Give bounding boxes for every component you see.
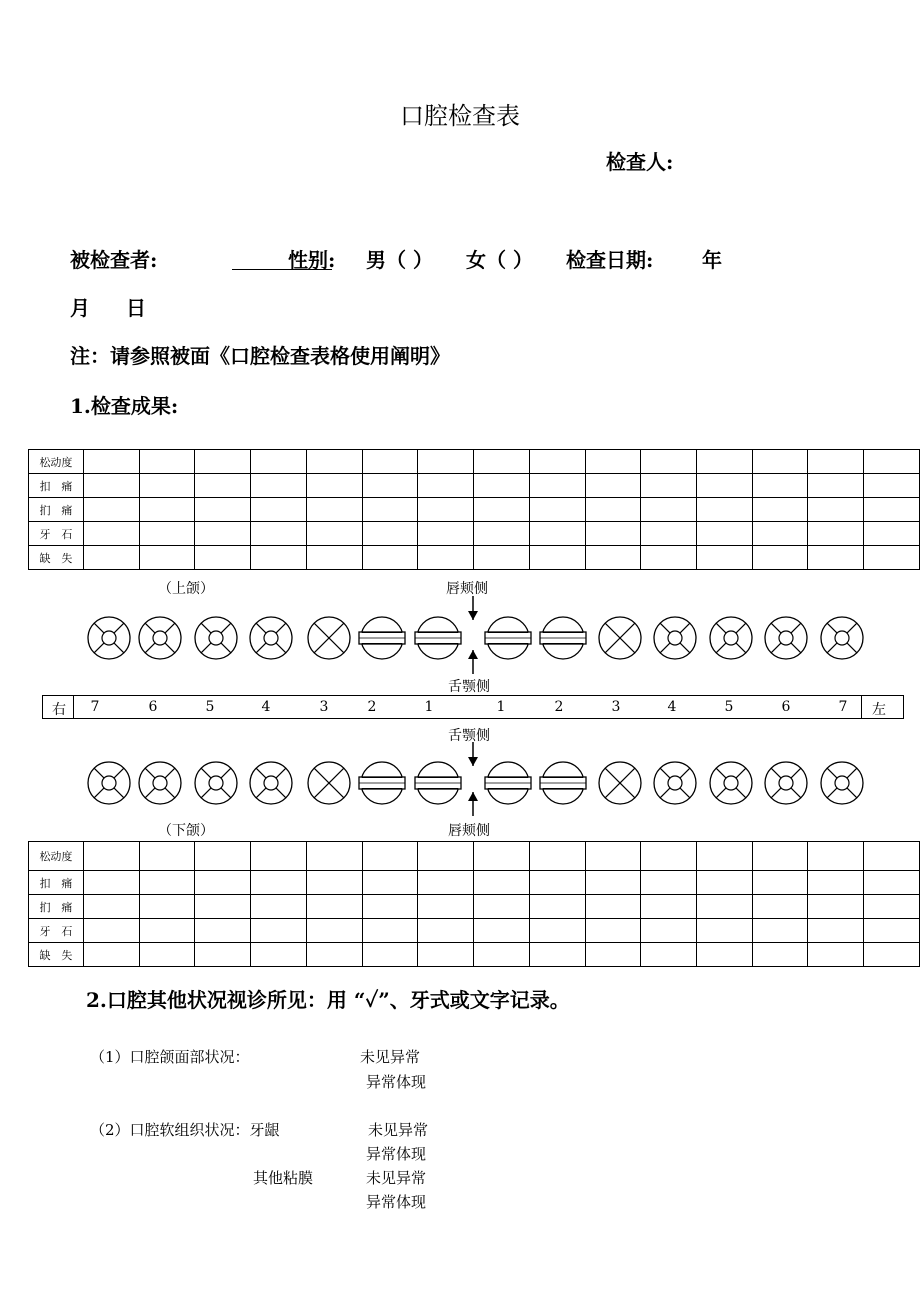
- exam-cell[interactable]: [585, 871, 641, 895]
- exam-cell[interactable]: [418, 895, 474, 919]
- upper-jaw-label: （上颌）: [158, 581, 214, 597]
- exam-cell[interactable]: [808, 919, 864, 943]
- exam-cell[interactable]: [752, 919, 808, 943]
- exam-cell[interactable]: [251, 871, 307, 895]
- canine-tooth-symbol[interactable]: [599, 617, 641, 659]
- exam-cell[interactable]: [83, 522, 139, 546]
- tooth-number: 6: [148, 699, 158, 715]
- right-side-label: 右: [52, 702, 66, 718]
- exam-row: [29, 450, 920, 474]
- exam-cell[interactable]: [306, 871, 362, 895]
- exam-cell[interactable]: [585, 498, 641, 522]
- exam-row-label: 缺 失: [29, 546, 84, 570]
- tooth-number: 2: [554, 699, 564, 715]
- exam-cell[interactable]: [585, 450, 641, 474]
- upper-lingual-label: 舌颚侧: [448, 679, 490, 695]
- exam-cell[interactable]: [808, 895, 864, 919]
- exam-cell[interactable]: [529, 919, 585, 943]
- exam-row: [29, 871, 920, 895]
- exam-cell[interactable]: [362, 943, 418, 967]
- exam-cell[interactable]: [696, 450, 752, 474]
- subject-name-label: 被检查者:: [70, 248, 158, 272]
- exam-cell[interactable]: [752, 871, 808, 895]
- exam-cell[interactable]: [418, 546, 474, 570]
- exam-row-label: 松动度: [29, 842, 84, 871]
- exam-cell[interactable]: [752, 498, 808, 522]
- exam-cell[interactable]: [529, 842, 585, 871]
- gender-female-option[interactable]: 女（ ）: [466, 248, 533, 272]
- exam-cell[interactable]: [696, 842, 752, 871]
- exam-cell[interactable]: [83, 895, 139, 919]
- exam-cell[interactable]: [251, 474, 307, 498]
- molar-tooth-symbol[interactable]: [710, 762, 752, 804]
- exam-cell[interactable]: [362, 895, 418, 919]
- exam-row: [29, 522, 920, 546]
- exam-cell[interactable]: [251, 498, 307, 522]
- tooth-number-bar: [42, 695, 904, 719]
- exam-row: [29, 546, 920, 570]
- exam-cell[interactable]: [139, 871, 195, 895]
- tooth-number: 3: [611, 699, 621, 715]
- molar-tooth-symbol[interactable]: [765, 762, 807, 804]
- exam-cell[interactable]: [306, 943, 362, 967]
- exam-cell[interactable]: [864, 842, 920, 871]
- exam-cell[interactable]: [474, 546, 530, 570]
- exam-cell[interactable]: [139, 498, 195, 522]
- exam-cell[interactable]: [864, 474, 920, 498]
- lower-labial-label: 唇颊侧: [448, 823, 490, 839]
- tooth-number: 7: [838, 699, 848, 715]
- exam-cell[interactable]: [696, 895, 752, 919]
- exam-cell[interactable]: [418, 919, 474, 943]
- exam-cell[interactable]: [696, 522, 752, 546]
- exam-cell[interactable]: [808, 450, 864, 474]
- exam-cell[interactable]: [641, 842, 697, 871]
- exam-cell[interactable]: [362, 522, 418, 546]
- exam-cell[interactable]: [752, 842, 808, 871]
- exam-cell[interactable]: [139, 546, 195, 570]
- exam-cell[interactable]: [808, 842, 864, 871]
- exam-cell[interactable]: [864, 871, 920, 895]
- upper-teeth-chart: [0, 613, 920, 663]
- exam-cell[interactable]: [641, 450, 697, 474]
- gum-normal-option[interactable]: 未见异常: [368, 1121, 429, 1139]
- exam-cell[interactable]: [362, 871, 418, 895]
- exam-cell[interactable]: [529, 498, 585, 522]
- incisor-tooth-symbol[interactable]: [359, 762, 405, 804]
- exam-cell[interactable]: [83, 498, 139, 522]
- canine-tooth-symbol[interactable]: [308, 617, 350, 659]
- molar-tooth-symbol[interactable]: [139, 762, 181, 804]
- page-title: 口腔检查表: [400, 102, 520, 130]
- exam-cell[interactable]: [83, 943, 139, 967]
- exam-cell[interactable]: [808, 522, 864, 546]
- exam-cell[interactable]: [696, 546, 752, 570]
- date-year-label: 年: [702, 248, 722, 272]
- exam-cell[interactable]: [641, 919, 697, 943]
- canine-tooth-symbol[interactable]: [599, 762, 641, 804]
- molar-tooth-symbol[interactable]: [88, 617, 130, 659]
- date-day-label: 日: [126, 296, 146, 320]
- exam-cell[interactable]: [864, 450, 920, 474]
- exam-cell[interactable]: [474, 919, 530, 943]
- exam-cell[interactable]: [139, 450, 195, 474]
- exam-cell[interactable]: [641, 522, 697, 546]
- exam-cell[interactable]: [362, 474, 418, 498]
- exam-cell[interactable]: [362, 498, 418, 522]
- exam-cell[interactable]: [585, 919, 641, 943]
- exam-cell[interactable]: [808, 474, 864, 498]
- molar-tooth-symbol[interactable]: [821, 617, 863, 659]
- exam-cell[interactable]: [139, 474, 195, 498]
- face-status-label: （1）口腔颌面部状况：: [90, 1048, 250, 1066]
- exam-cell[interactable]: [529, 943, 585, 967]
- tooth-number: 5: [724, 699, 734, 715]
- exam-cell[interactable]: [864, 895, 920, 919]
- exam-cell[interactable]: [418, 871, 474, 895]
- molar-tooth-symbol[interactable]: [88, 762, 130, 804]
- exam-row: [29, 842, 920, 871]
- tooth-number: 4: [667, 699, 677, 715]
- exam-cell[interactable]: [83, 919, 139, 943]
- incisor-tooth-symbol[interactable]: [415, 762, 461, 804]
- upper-exam-table: [28, 449, 920, 570]
- exam-row-label: 扪 痛: [29, 895, 84, 919]
- exam-cell[interactable]: [641, 943, 697, 967]
- exam-cell[interactable]: [139, 842, 195, 871]
- exam-cell[interactable]: [306, 474, 362, 498]
- exam-cell[interactable]: [195, 919, 251, 943]
- exam-cell[interactable]: [306, 522, 362, 546]
- mucosa-abnormal-option[interactable]: 异常体现: [366, 1193, 427, 1211]
- exam-cell[interactable]: [195, 895, 251, 919]
- exam-row-label: 牙 石: [29, 919, 84, 943]
- exam-row-label: 扪 痛: [29, 498, 84, 522]
- incisor-tooth-symbol[interactable]: [485, 617, 531, 659]
- molar-tooth-symbol[interactable]: [250, 762, 292, 804]
- exam-cell[interactable]: [474, 522, 530, 546]
- section2-title: 2.口腔其他状况视诊所见：用 “✓”、牙式或文字记录。: [86, 988, 570, 1012]
- exam-row-label: 松动度: [29, 450, 84, 474]
- tooth-number: 2: [367, 699, 377, 715]
- exam-cell[interactable]: [752, 943, 808, 967]
- exam-row-label: 牙 石: [29, 522, 84, 546]
- exam-cell[interactable]: [418, 943, 474, 967]
- gum-status-label: （2）口腔软组织状况：牙龈: [90, 1121, 280, 1139]
- exam-cell[interactable]: [474, 474, 530, 498]
- exam-cell[interactable]: [251, 943, 307, 967]
- molar-tooth-symbol[interactable]: [195, 762, 237, 804]
- incisor-tooth-symbol[interactable]: [359, 617, 405, 659]
- exam-cell[interactable]: [474, 498, 530, 522]
- exam-cell[interactable]: [306, 842, 362, 871]
- exam-row-label: 扣 痛: [29, 871, 84, 895]
- exam-cell[interactable]: [195, 546, 251, 570]
- exam-row: [29, 895, 920, 919]
- exam-cell[interactable]: [752, 450, 808, 474]
- tooth-number: 6: [781, 699, 791, 715]
- lower-jaw-label: （下颌）: [158, 823, 214, 839]
- exam-cell[interactable]: [474, 871, 530, 895]
- tooth-number: 4: [261, 699, 271, 715]
- exam-cell[interactable]: [752, 522, 808, 546]
- exam-row-label: 缺 失: [29, 943, 84, 967]
- exam-cell[interactable]: [418, 498, 474, 522]
- molar-tooth-symbol[interactable]: [821, 762, 863, 804]
- incisor-tooth-symbol[interactable]: [540, 617, 586, 659]
- exam-cell[interactable]: [195, 943, 251, 967]
- exam-cell[interactable]: [251, 450, 307, 474]
- exam-cell[interactable]: [641, 498, 697, 522]
- exam-cell[interactable]: [251, 895, 307, 919]
- exam-cell[interactable]: [306, 498, 362, 522]
- divider: [73, 696, 74, 718]
- exam-cell[interactable]: [808, 546, 864, 570]
- exam-row: [29, 943, 920, 967]
- exam-cell[interactable]: [529, 895, 585, 919]
- exam-cell[interactable]: [474, 895, 530, 919]
- exam-cell[interactable]: [864, 522, 920, 546]
- molar-tooth-symbol[interactable]: [195, 617, 237, 659]
- tooth-number: 1: [496, 699, 506, 715]
- exam-row: [29, 498, 920, 522]
- exam-cell[interactable]: [195, 871, 251, 895]
- exam-cell[interactable]: [251, 919, 307, 943]
- exam-cell[interactable]: [864, 943, 920, 967]
- exam-cell[interactable]: [139, 943, 195, 967]
- section1-title: 1.检查成果:: [70, 394, 179, 418]
- exam-cell[interactable]: [83, 474, 139, 498]
- mucosa-status-label: 其他粘膜: [253, 1169, 314, 1187]
- exam-cell[interactable]: [418, 450, 474, 474]
- date-month-label: 月: [70, 296, 90, 320]
- lower-teeth-chart: [0, 758, 920, 808]
- exam-cell[interactable]: [474, 450, 530, 474]
- exam-cell[interactable]: [529, 474, 585, 498]
- incisor-tooth-symbol[interactable]: [485, 762, 531, 804]
- exam-cell[interactable]: [418, 474, 474, 498]
- exam-cell[interactable]: [752, 546, 808, 570]
- upper-labial-label: 唇颊侧: [446, 581, 488, 597]
- exam-cell[interactable]: [585, 546, 641, 570]
- exam-cell[interactable]: [529, 522, 585, 546]
- exam-cell[interactable]: [474, 842, 530, 871]
- exam-cell[interactable]: [83, 842, 139, 871]
- exam-cell[interactable]: [696, 871, 752, 895]
- gender-label: 性别:: [288, 248, 336, 272]
- lower-lingual-label: 舌颚侧: [448, 728, 490, 744]
- exam-cell[interactable]: [808, 871, 864, 895]
- exam-cell[interactable]: [251, 522, 307, 546]
- exam-cell[interactable]: [696, 943, 752, 967]
- exam-cell[interactable]: [418, 842, 474, 871]
- exam-cell[interactable]: [251, 842, 307, 871]
- exam-cell[interactable]: [362, 919, 418, 943]
- exam-cell[interactable]: [83, 871, 139, 895]
- exam-cell[interactable]: [83, 450, 139, 474]
- exam-row: [29, 919, 920, 943]
- molar-tooth-symbol[interactable]: [765, 617, 807, 659]
- exam-cell[interactable]: [585, 474, 641, 498]
- usage-note: 注：请参照被面《口腔检查表格使用阐明》: [70, 344, 450, 368]
- exam-cell[interactable]: [585, 943, 641, 967]
- left-side-label: 左: [872, 702, 886, 718]
- exam-cell[interactable]: [529, 546, 585, 570]
- gum-abnormal-option[interactable]: 异常体现: [366, 1145, 427, 1163]
- exam-cell[interactable]: [195, 842, 251, 871]
- exam-cell[interactable]: [362, 546, 418, 570]
- exam-cell[interactable]: [641, 546, 697, 570]
- exam-cell[interactable]: [139, 895, 195, 919]
- exam-cell[interactable]: [362, 450, 418, 474]
- exam-cell[interactable]: [195, 474, 251, 498]
- exam-cell[interactable]: [529, 871, 585, 895]
- exam-cell[interactable]: [306, 895, 362, 919]
- face-abnormal-option[interactable]: 异常体现: [366, 1073, 427, 1091]
- exam-cell[interactable]: [864, 498, 920, 522]
- exam-cell[interactable]: [752, 895, 808, 919]
- exam-cell[interactable]: [585, 842, 641, 871]
- divider: [861, 696, 862, 718]
- face-normal-option[interactable]: 未见异常: [360, 1048, 421, 1066]
- exam-cell[interactable]: [251, 546, 307, 570]
- molar-tooth-symbol[interactable]: [139, 617, 181, 659]
- molar-tooth-symbol[interactable]: [710, 617, 752, 659]
- lower-exam-table: [28, 841, 920, 967]
- tooth-number: 3: [319, 699, 329, 715]
- incisor-tooth-symbol[interactable]: [540, 762, 586, 804]
- incisor-tooth-symbol[interactable]: [415, 617, 461, 659]
- exam-cell[interactable]: [641, 895, 697, 919]
- molar-tooth-symbol[interactable]: [654, 617, 696, 659]
- molar-tooth-symbol[interactable]: [250, 617, 292, 659]
- tooth-number: 1: [424, 699, 434, 715]
- exam-cell[interactable]: [641, 871, 697, 895]
- exam-cell[interactable]: [696, 498, 752, 522]
- tooth-number: 5: [205, 699, 215, 715]
- exam-cell[interactable]: [529, 450, 585, 474]
- gender-male-option[interactable]: 男（ ）: [366, 248, 433, 272]
- exam-cell[interactable]: [808, 498, 864, 522]
- exam-cell[interactable]: [585, 522, 641, 546]
- exam-cell[interactable]: [418, 522, 474, 546]
- exam-cell[interactable]: [306, 450, 362, 474]
- canine-tooth-symbol[interactable]: [308, 762, 350, 804]
- exam-cell[interactable]: [752, 474, 808, 498]
- exam-row-label: 扣 痛: [29, 474, 84, 498]
- exam-cell[interactable]: [306, 919, 362, 943]
- exam-row: [29, 474, 920, 498]
- exam-cell[interactable]: [696, 474, 752, 498]
- exam-cell[interactable]: [474, 943, 530, 967]
- exam-cell[interactable]: [864, 919, 920, 943]
- exam-cell[interactable]: [641, 474, 697, 498]
- exam-date-label: 检查日期:: [566, 248, 654, 272]
- exam-cell[interactable]: [808, 943, 864, 967]
- exam-cell[interactable]: [195, 522, 251, 546]
- molar-tooth-symbol[interactable]: [654, 762, 696, 804]
- exam-cell[interactable]: [362, 842, 418, 871]
- exam-cell[interactable]: [585, 895, 641, 919]
- mucosa-normal-option[interactable]: 未见异常: [366, 1169, 427, 1187]
- exam-cell[interactable]: [306, 546, 362, 570]
- exam-cell[interactable]: [195, 498, 251, 522]
- examiner-label: 检查人:: [606, 150, 674, 174]
- exam-cell[interactable]: [864, 546, 920, 570]
- arrow-up-icon: [463, 790, 483, 816]
- exam-cell[interactable]: [83, 546, 139, 570]
- exam-cell[interactable]: [195, 450, 251, 474]
- arrow-up-icon: [463, 648, 483, 674]
- exam-cell[interactable]: [139, 919, 195, 943]
- exam-cell[interactable]: [696, 919, 752, 943]
- exam-cell[interactable]: [139, 522, 195, 546]
- tooth-number: 7: [90, 699, 100, 715]
